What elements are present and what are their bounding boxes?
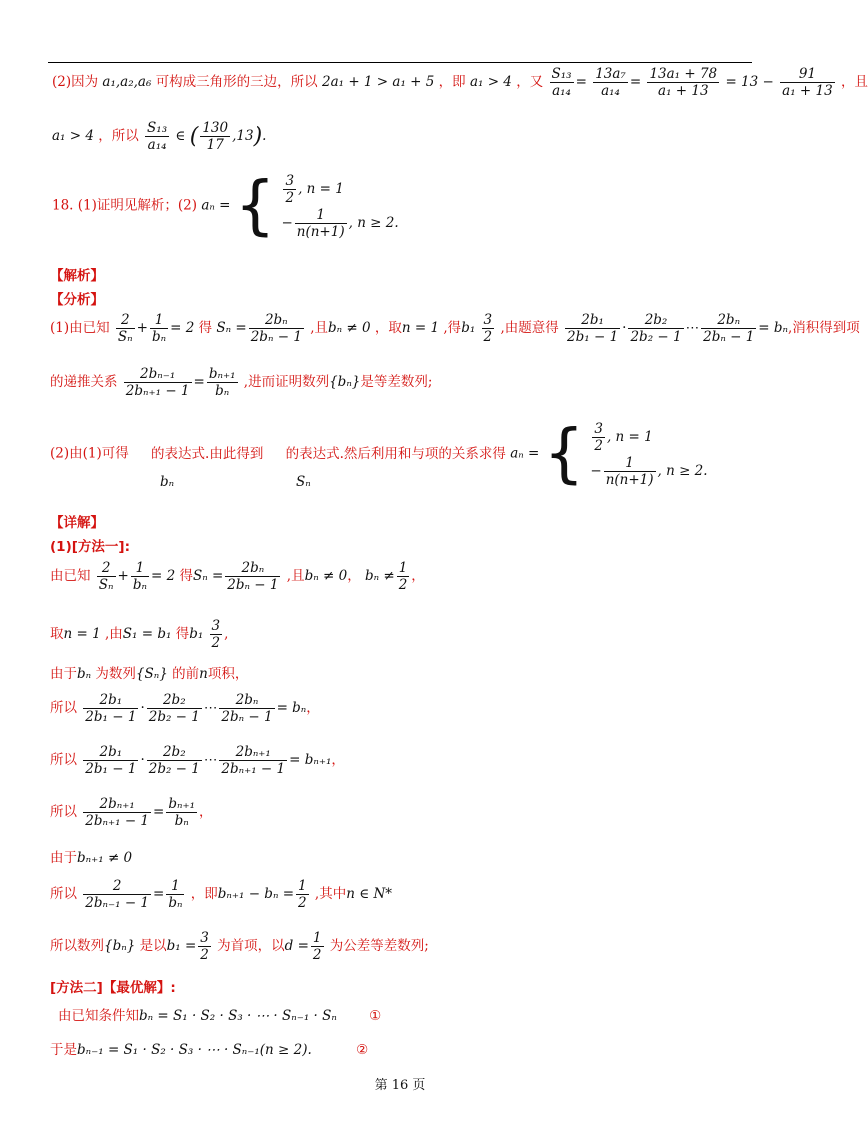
- detail-line-7: 由于bₙ₊₁ ≠ 0: [50, 850, 133, 866]
- bn-label: bₙ: [160, 474, 175, 490]
- q18-answer-line: 18. (1)证明见解析；(2) aₙ = { $\frac{3}{2}$ , n = 1 − $\frac{1}{n(n+1)}$ , n ≥ 2.: [52, 169, 399, 243]
- detail-line-6: 所以 $\frac{\text{2bₙ₊₁}}{\text{2bₙ₊₁ − 1}}$ = $\frac{\text{bₙ₊₁}}{\text{bₙ}}$ ，: [50, 796, 213, 829]
- detail-line-3: 由于bₙ 为数列{Sₙ} 的前n项积，: [50, 666, 249, 682]
- an-label: aₙ =: [201, 197, 231, 214]
- fraction: $\frac{91}{\text{a₁ + 13}}$: [782, 66, 833, 99]
- detail-line-11: 于是bₙ₋₁ = S₁ · S₂ · S₃ · ⋯ · Sₙ₋₁(n ≥ 2). ②: [50, 1042, 369, 1058]
- interval-right: ,13: [232, 128, 254, 144]
- jiexi-label: 【解析】: [50, 268, 104, 284]
- inequality: 2a₁ + 1 > a₁ + 5: [321, 74, 435, 90]
- text: ，即: [438, 74, 466, 90]
- fraction: $\frac{\text{13a₁ + 78}}{\text{a₁ + 13}}$: [649, 66, 718, 99]
- fraction: $\frac{\text{13a₇}}{\text{a₁₄}}$: [595, 66, 626, 99]
- part2-conclusion-line: a₁ > 4 ，所以 $\frac{\text{S₁₃}}{\text{a₁₄}}$ ∈ ( $\frac{130}{17}$ ,13).: [52, 120, 267, 153]
- text: 可构成三角形的三边，所以: [155, 74, 318, 90]
- method2-label: [方法二]【最优解】:: [50, 980, 176, 996]
- detail-line-4: 所以 $\frac{\text{2b₁}}{\text{2b₁ − 1}}$ · $\frac{\text{2b₂}}{\text{2b₂ − 1}}$ ⋯ $\frac{\text{2bₙ}}{\text{2bₙ − 1}}$ = bₙ，: [50, 692, 320, 725]
- equation: = 13 −: [725, 74, 774, 90]
- fraction: $\frac{\text{S₁₃}}{\text{a₁₄}}$: [551, 66, 572, 99]
- sn-label: Sₙ: [296, 474, 311, 490]
- detail-line-1: 由已知 $\frac{2}{\text{Sₙ}}$ + $\frac{1}{\text{bₙ}}$ = 2 得Sₙ = $\frac{\text{2bₙ}}{\text{2bₙ − 1}}$ ,且bₙ ≠ 0， bₙ ≠ $\frac{1}{2}$ ，: [50, 560, 425, 593]
- method1-label: (1)[方法一]:: [50, 539, 130, 555]
- analysis1-line: (1)由已知 $\frac{2}{\text{Sₙ}}$ + $\frac{1}{\text{bₙ}}$ = 2 得 Sₙ = $\frac{\text{2bₙ}}{\text{2bₙ − 1}}$ ,且bₙ ≠ 0 ，取n = 1 ,得b₁ $\frac{3}{2}$ ,由题意得 $\frac{\text{2b₁}}{\text{2b₁ − 1}}$ · $\frac{\text{2b₂}}{\text{2b₂ − 1}}$ ⋯ $\frac{\text{2bₙ}}{\text{2bₙ − 1}}$ = bₙ,消积得到项: [50, 312, 860, 345]
- sides: a₁,a₂,a₆: [102, 74, 152, 90]
- part2-intro-line: (2)因为 a₁,a₂,a₆ 可构成三角形的三边，所以 2a₁ + 1 > a₁ + 5 ，即 a₁ > 4 ，又 $\frac{\text{S₁₃}}{\text{a₁₄}}$ = $\frac{\text{13a₇}}{\text{a₁₄}}$ = $\frac{\text{13a₁ + 78}}{\text{a₁ + 13}}$ = 13 − $\frac{91}{\text{a₁ + 13}}$ ，且: [52, 66, 868, 99]
- analysis1b-line: 的递推关系 $\frac{\text{2bₙ₋₁}}{\text{2bₙ₊₁ − 1}}$ = $\frac{\text{bₙ₊₁}}{\text{bₙ}}$ ,进而证明数列{bₙ}是等差数列;: [50, 366, 433, 399]
- condition: a₁ > 4: [52, 128, 94, 144]
- top-rule: [48, 62, 752, 63]
- question-number: 18.: [52, 197, 74, 214]
- inequality: a₁ > 4: [469, 74, 512, 90]
- period: .: [262, 128, 267, 144]
- detail-line-2: 取n = 1 ,由S₁ = b₁ 得b₁ $\frac{3}{2}$ ,: [50, 618, 229, 651]
- element-of: ∈: [175, 128, 186, 144]
- page-footer: 第 16 页: [374, 1078, 426, 1093]
- text: ，且: [840, 74, 868, 90]
- detail-line-8: 所以 $\frac{2}{\text{2bₙ₋₁ − 1}}$ = $\frac{1}{\text{bₙ}}$ ，即bₙ₊₁ − bₙ = $\frac{1}{2}$ ,其中n ∈ N*: [50, 878, 393, 911]
- detail-line-10: 由已知条件知bₙ = S₁ · S₂ · S₃ · ⋯ · Sₙ₋₁ · Sₙ ①: [58, 1008, 382, 1024]
- detail-line-9: 所以数列{bₙ} 是以b₁ = $\frac{3}{2}$ 为首项，以d = $\frac{1}{2}$ 为公差等差数列;: [50, 930, 429, 963]
- q18-text: (1)证明见解析；(2): [77, 197, 198, 214]
- text: (1)由已知: [50, 320, 110, 336]
- cases: $\frac{3}{2}$ , n = 1 − $\frac{1}{n(n+1)}$ , n ≥ 2.: [281, 173, 399, 240]
- xiangjie-label: 【详解】: [50, 515, 104, 531]
- fraction: $\frac{\text{S₁₃}}{\text{a₁₄}}$: [147, 120, 168, 153]
- text: ，又: [516, 74, 544, 90]
- fenxi-label: 【分析】: [50, 292, 104, 308]
- part2-label: (2)因为: [52, 74, 99, 90]
- analysis2-line: (2)由(1)可得 的表达式.由此得到 的表达式.然后利用和与项的关系求得 aₙ = { $\frac{3}{2}$ , n = 1 − $\frac{1}{n(n+1)}$ , n ≥ 2.: [50, 417, 708, 491]
- detail-line-5: 所以 $\frac{\text{2b₁}}{\text{2b₁ − 1}}$ · $\frac{\text{2b₂}}{\text{2b₂ − 1}}$ ⋯ $\frac{\text{2bₙ₊₁}}{\text{2bₙ₊₁ − 1}}$ = bₙ₊₁，: [50, 744, 345, 777]
- text: ，所以: [98, 128, 139, 144]
- fraction: $\frac{130}{17}$: [202, 120, 229, 153]
